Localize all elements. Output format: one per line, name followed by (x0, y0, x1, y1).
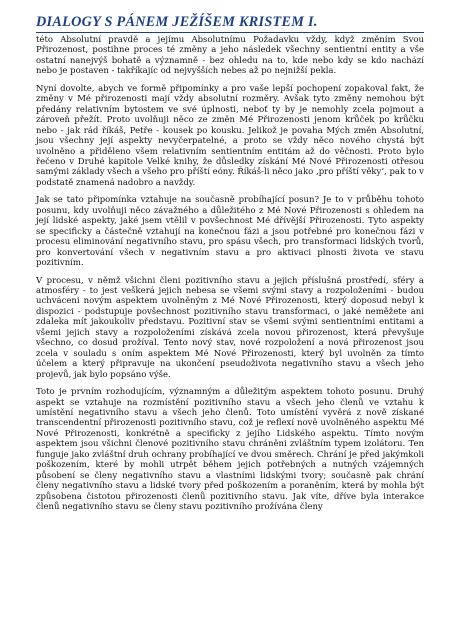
page-header-title: DIALOGY S PÁNEM JEŽÍŠEM KRISTEM I. (36, 14, 424, 33)
paragraph-5: Toto je prvním rozhodujícím, významným a důležitým aspektem tohoto posunu. Druhý aspekt se vztahuje na rozmístění pozitivního stavu a všech jeho členů ve vztahu k umístění negativního stavu a všech jeho členů. Toto umístění vyvěrá z nově získané transcendentní přirozenosti pozitivního stavu, což je reflexí nově uvolněného aspektu Mé Nové Přirozenosti, konkrétně a specificky z jejího Lidského aspektu. Tímto novým aspektem jsou všichni členové pozitivního stavu chráněni zvláštním typem izolátoru. Ten funguje jako zvláštní druh ochrany probíhající ve dvou směrech. Chrání je před jakýmkoli poškozením, které by mohli utrpět během jejich potřebných a nutných vzájemných působení se členy negativního stavu a vlastními lidskými tvory; současně pak chrání členy negativního stavu a lidské tvory před poškozením a poraněním, která by mohla být způsobena čistotou přirozenosti členů pozitivního stavu. Jak víte, dříve byla interakce členů negativního stavu se členy stavu pozitivního prožívána členy (36, 387, 424, 513)
document-body (36, 35, 424, 512)
paragraph-2: Nyní dovolte, abych ve formě připomínky a pro vaše lepší pochopení zopakoval fakt, že změny v Mé přirozenosti mají vždy absolutní rozměry. Avšak tyto změny nemohou být předány relativním bytostem ve své úplnosti, neboť ty by je nemohly zcela pojmout a zároveň přežít. Proto uvolňuji něco ze změn Mé Přirozenosti jenom krůček po krůčku nebo - jak rád říkáš, Petře - kousek po kousku. Jelikož je povaha Mých změn Absolutní, jsou všechny její aspekty nevyčerpatelné, a proto se vždy něco nového chystá být uvolněno a přiděleno všem relativním sentientním entitám až do věčnosti. Proto bylo řečeno v Druhé kapitole Velké knihy, že důsledky získání Mé Nové Přirozenosti otřesou samými základy všech a všeho pro příští eóny. Říkáš-li něco jako ‚pro příští věky‘, pak to v podstatě znamená nadobro a navždy. (36, 83, 424, 188)
paragraph-1: této Absolutní pravdě a jejímu Absolutnímu Požadavku vždy, když změním Svou Přirozenost, postihne proces té změny a jeho následek všechny sentientní entity a vše ostatní nanejvýš bohatě a významně - bez ohledu na to, kde nebo kdy se kdo nachází nebo je postaven - takříkajíc od nejvyšších nebes až po nejnižší pekla. (36, 35, 424, 77)
paragraph-3: Jak se tato připomínka vztahuje na současně probíhající posun? Je to v průběhu tohoto posunu, kdy uvolňuji něco závažného a důležitého z Mé Nové Přirozenosti s ohledem na její lidské aspekty, jaké jsem vtělil v povšechnost Mé dřívější Přirozenosti. Tyto aspekty se specificky a částečně vztahují na konečnou fázi a jsou potřebné pro konečnou fázi v procesu eliminování negativního stavu, pro spásu všech, pro transformaci lidských tvorů, pro konvertování všech v negativním stavu a pro aktivaci plnosti života ve stavu pozitivním. (36, 195, 424, 269)
paragraph-4: V procesu, v němž všichni členi pozitivního stavu a jejich příslušná prostředí, sféry a atmosféry - to jest veškerá jejich nebesa se všemi svými stavy a rozpoloženími - budou uchváceni novým aspektem uvolněným z Mé Nové Přirozenosti, který doposud nebyl k dispozici - podstupuje povšechnost pozitivního stavu transformaci, o jaké neměžete ani zdaleka mít jakoukoliv představu. Pozitivní stav se všemi svými sentientními entitami a všemi jejich stavy a rozpoloženími získává zcela novou přirozenost, která převyšuje všechno, co dosud prožíval. Tento nový stav, nové rozpoložení a nová přirozenost jsou zcela v souladu s oním aspektem Mé Nové Přirozenosti, který byl uvolněn za tímto účelem a který připravuje na ukončení pseudoživota negativního stavu a všech jeho projevů, jak bylo popsáno výše. (36, 275, 424, 380)
